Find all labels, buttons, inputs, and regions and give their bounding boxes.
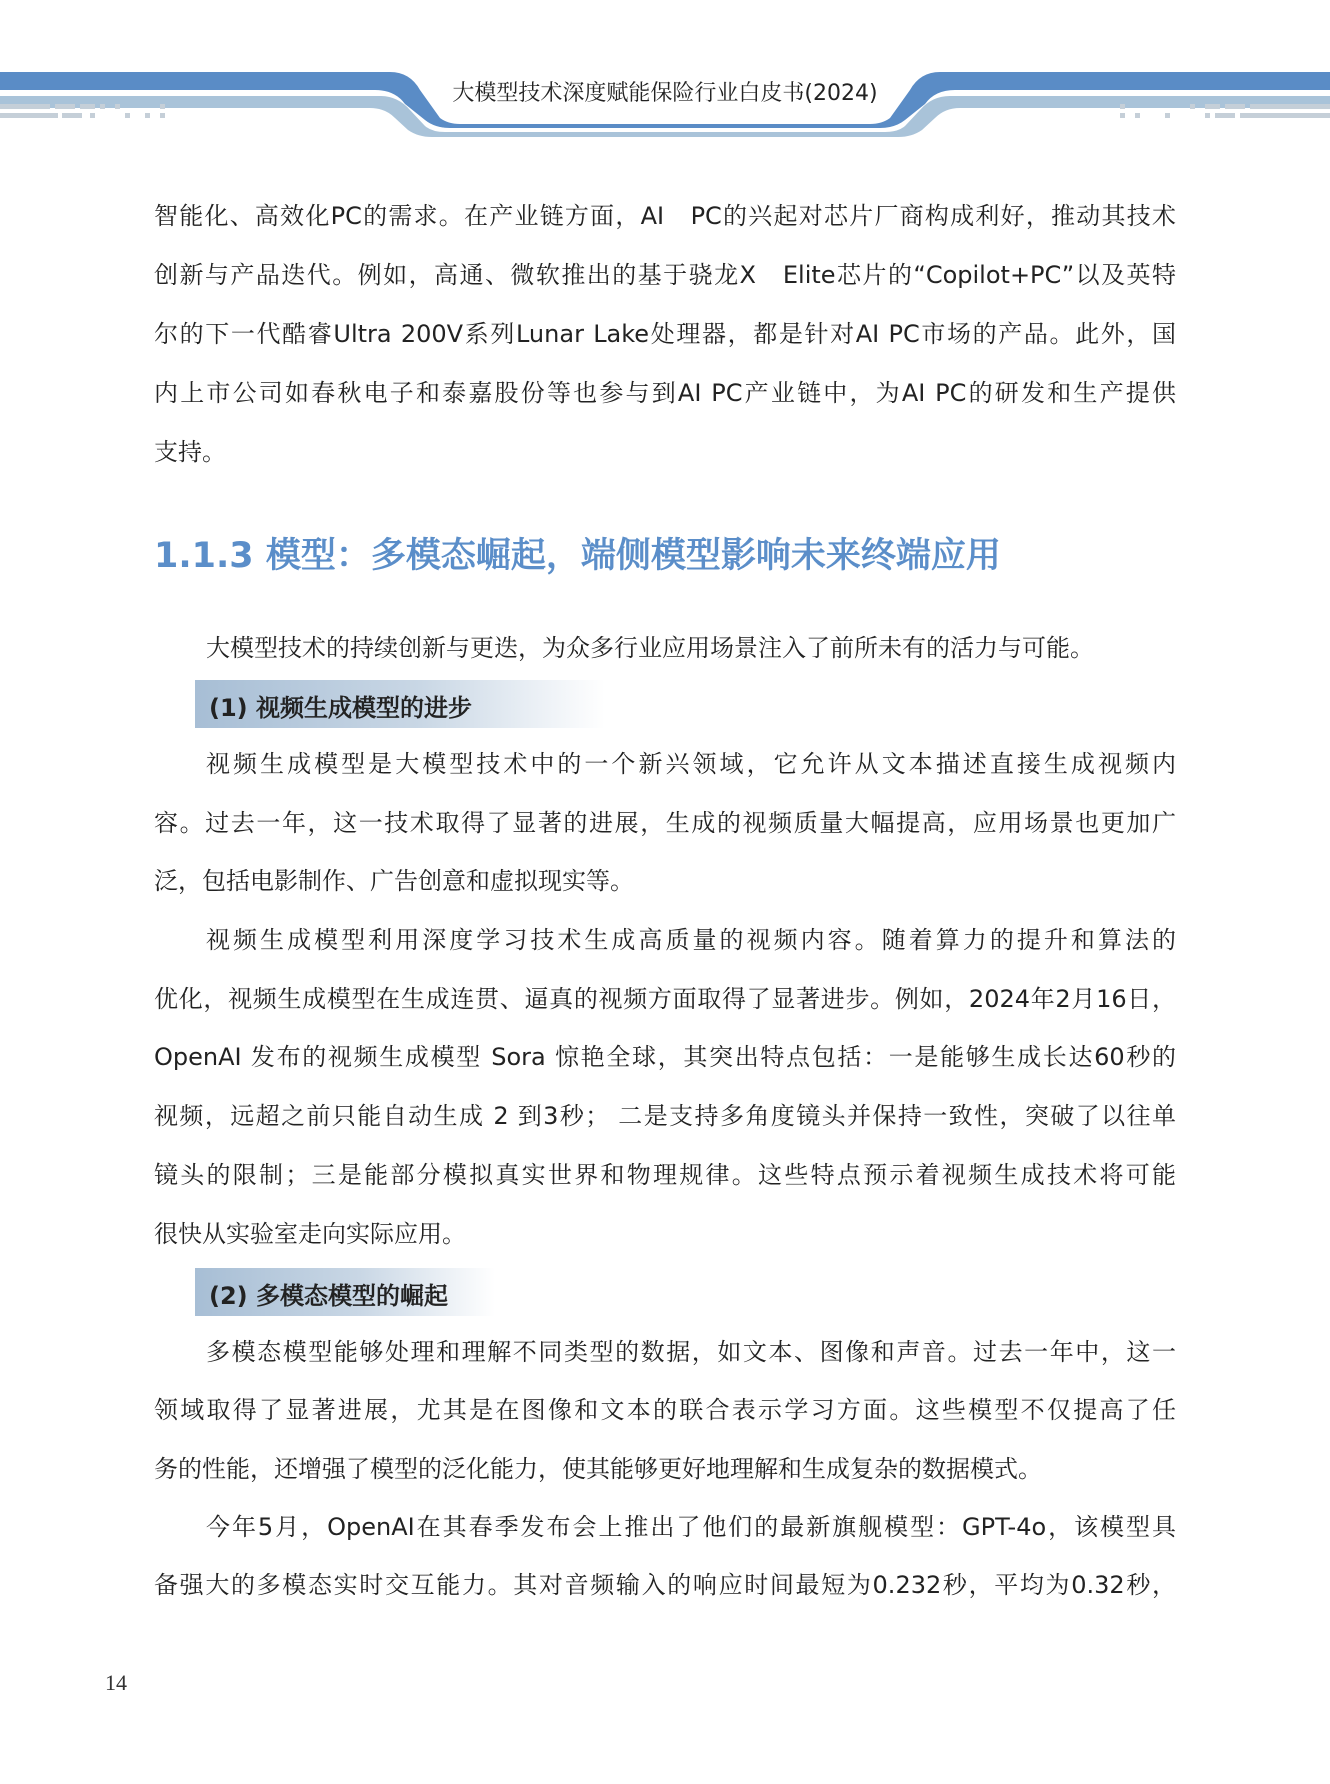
text-line: 支持。 — [154, 438, 226, 466]
text-line: 智能化、高效化PC的需求。在产业链方面，AI PC的兴起对芯片厂商构成利好，推动其技术 — [154, 202, 1176, 230]
section-heading: 1.1.3 模型：多模态崛起，端侧模型影响未来终端应用 — [154, 536, 1001, 576]
text-line: 尔的下一代酷睿Ultra 200V系列Lunar Lake处理器，都是针对AI PC市场的产品。此外，国 — [154, 320, 1176, 348]
text-line: 镜头的限制；三是能部分模拟真实世界和物理规律。这些特点预示着视频生成技术将可能 — [154, 1161, 1176, 1189]
page-header — [0, 0, 1330, 140]
text-line: 务的性能，还增强了模型的泛化能力，使其能够更好地理解和生成复杂的数据模式。 — [154, 1455, 1042, 1483]
header-title: 大模型技术深度赋能保险行业白皮书(2024) — [452, 81, 878, 106]
subheading-multimodal: (2) 多模态模型的崛起 — [209, 1282, 448, 1310]
text-line: 领域取得了显著进展，尤其是在图像和文本的联合表示学习方面。这些模型不仅提高了任 — [154, 1396, 1176, 1424]
text-line: 创新与产品迭代。例如，高通、微软推出的基于骁龙X Elite芯片的“Copilot+PC”以及英特 — [154, 261, 1176, 289]
subheading-box — [195, 1268, 495, 1316]
text-line: 备强大的多模态实时交互能力。其对音频输入的响应时间最短为0.232秒，平均为0.32秒， — [154, 1571, 1176, 1599]
text-line: 视频生成模型利用深度学习技术生成高质量的视频内容。随着算力的提升和算法的 — [206, 926, 1176, 954]
text-line: OpenAI 发布的视频生成模型 Sora 惊艳全球，其突出特点包括：一是能够生成长达60秒的 — [154, 1043, 1176, 1071]
page-number: 14 — [105, 1670, 127, 1695]
text-line: 很快从实验室走向实际应用。 — [154, 1220, 466, 1248]
text-line: 今年5月，OpenAI在其春季发布会上推出了他们的最新旗舰模型：GPT-4o，该模型具 — [206, 1513, 1176, 1541]
text-line: 优化，视频生成模型在生成连贯、逼真的视频方面取得了显著进步。例如，2024年2月16日， — [154, 985, 1176, 1013]
text-line: 多模态模型能够处理和理解不同类型的数据，如文本、图像和声音。过去一年中，这一 — [206, 1338, 1176, 1366]
text-line: 泛，包括电影制作、广告创意和虚拟现实等。 — [154, 867, 634, 895]
subheading-box — [195, 680, 605, 728]
text-line: 容。过去一年，这一技术取得了显著的进展，生成的视频质量大幅提高，应用场景也更加广 — [154, 809, 1176, 837]
header-band-decoration — [0, 0, 1330, 140]
text-line: 内上市公司如春秋电子和泰嘉股份等也参与到AI PC产业链中，为AI PC的研发和生产提供 — [154, 379, 1176, 407]
text-line: 视频生成模型是大模型技术中的一个新兴领域，它允许从文本描述直接生成视频内 — [206, 750, 1176, 778]
text-line: 视频，远超之前只能自动生成 2 到3秒； 二是支持多角度镜头并保持一致性，突破了以往单 — [154, 1102, 1176, 1130]
subheading-video-generation: (1) 视频生成模型的进步 — [209, 694, 472, 722]
lead-paragraph: 大模型技术的持续创新与更迭，为众多行业应用场景注入了前所未有的活力与可能。 — [206, 634, 1094, 662]
